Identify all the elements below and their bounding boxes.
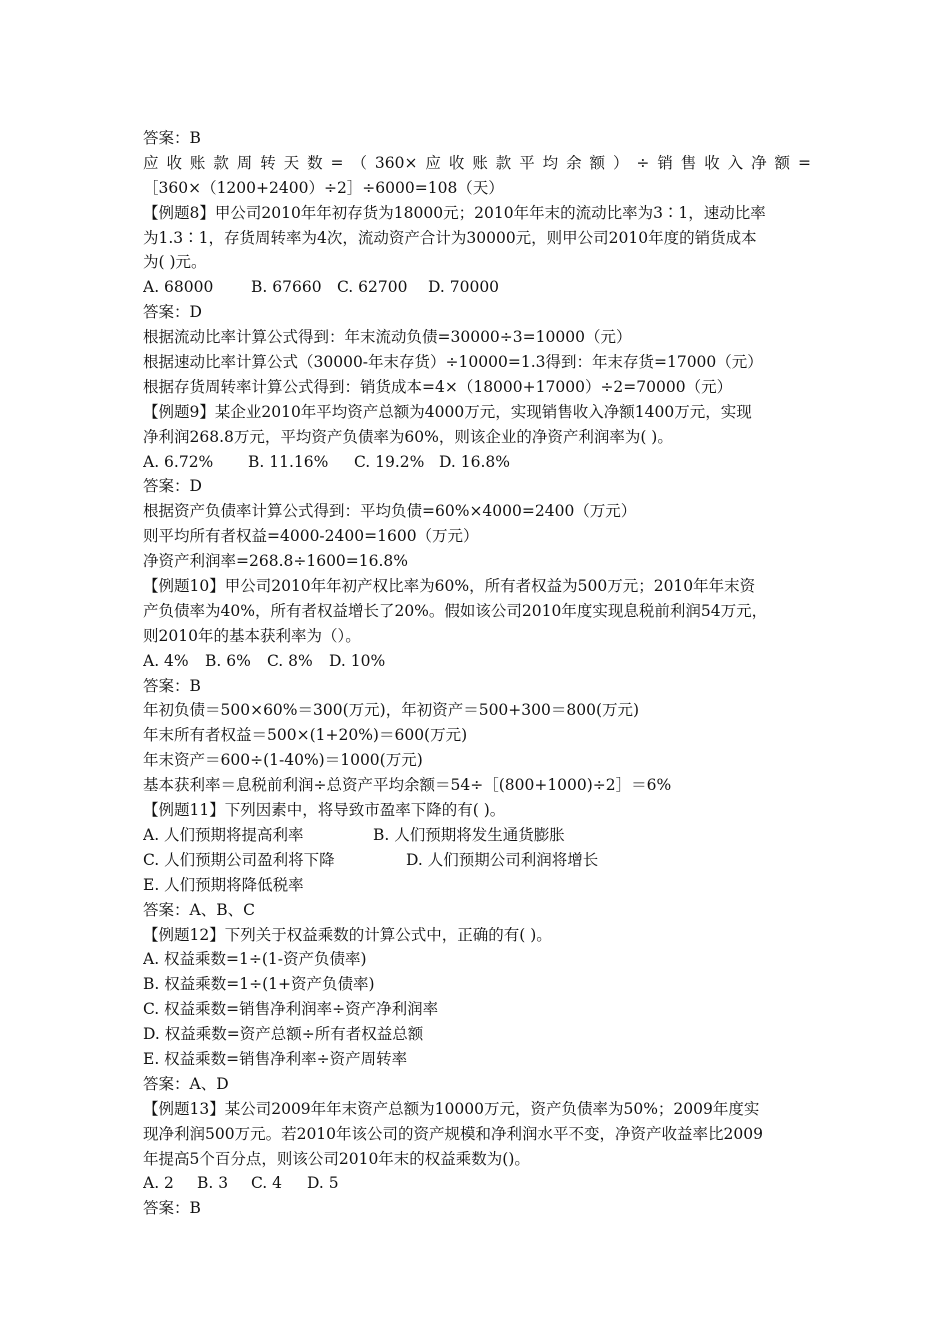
question-10-text: 产负债率为40%，所有者权益增长了20%。假如该公司2010年度实现息税前利润54万元， xyxy=(143,601,768,620)
question-11-options xyxy=(143,848,811,873)
option-e: E. 人们预期将降低税率 xyxy=(143,875,304,894)
option-c: C. 权益乘数=销售净利润率÷资产净利润率 xyxy=(143,1000,439,1019)
option-b: B. 6% xyxy=(205,651,251,670)
option-c: C. 4 xyxy=(251,1174,283,1193)
answer-line: 答案：B xyxy=(143,676,201,695)
explanation-line: 年末资产＝600÷(1-40%)＝1000(万元) xyxy=(143,751,423,770)
explanation-line: 年初负债＝500×60%＝300(万元)，年初资产＝500+300＝800(万元) xyxy=(143,701,640,720)
explanation-line: 则平均所有者权益=4000-2400=1600（万元） xyxy=(143,527,479,546)
question-10-text: 则2010年的基本获利率为（）。 xyxy=(143,626,361,645)
option-d: D. 10% xyxy=(329,651,386,670)
question-8-text: 【例题8】甲公司2010年年初存货为18000元；2010年年末的流动比率为3∶1，速动比率 xyxy=(143,203,766,222)
option-c: C. 8% xyxy=(267,651,313,670)
explanation-line: 根据存货周转率计算公式得到：销货成本=4×（18000+17000）÷2=70000（元） xyxy=(143,377,733,396)
option-b: B. 67660 xyxy=(251,278,322,297)
explanation-line: 基本获利率＝息税前利润÷总资产平均余额＝54÷［(800+1000)÷2］＝6% xyxy=(143,776,672,795)
question-10-options xyxy=(143,649,811,674)
question-13-options xyxy=(143,1171,811,1196)
option-c: C. 62700 xyxy=(337,278,408,297)
option-c: C. 19.2% xyxy=(354,452,425,471)
option-a: A. 人们预期将提高利率 xyxy=(143,825,304,844)
option-a: A. 6.72% xyxy=(143,452,214,471)
answer-line: 答案：B xyxy=(143,1199,201,1218)
option-d: D. 权益乘数=资产总额÷所有者权益总额 xyxy=(143,1025,424,1044)
question-9-options xyxy=(143,450,811,475)
option-a: A. 4% xyxy=(143,651,189,670)
option-d: D. 人们预期公司利润将增长 xyxy=(406,850,599,869)
question-13-text: 现净利润500万元。若2010年该公司的资产规模和净利润水平不变，净资产收益率比2009 xyxy=(143,1124,763,1143)
question-9-text: 【例题9】某企业2010年平均资产总额为4000万元，实现销售收入净额1400万元，实现 xyxy=(143,402,752,421)
question-13-text: 年提高5个百分点，则该公司2010年末的权益乘数为()。 xyxy=(143,1149,530,1168)
question-8-options xyxy=(143,275,811,300)
option-b: B. 权益乘数=1÷(1+资产负债率) xyxy=(143,975,375,994)
question-8-text: 为( )元。 xyxy=(143,253,207,272)
question-8-text: 为1.3∶1，存货周转率为4次，流动资产合计为30000元，则甲公司2010年度的销货成本 xyxy=(143,228,757,247)
option-b: B. 3 xyxy=(197,1174,229,1193)
answer-line: 答案：D xyxy=(143,303,202,322)
question-13-text: 【例题13】某公司2009年年末资产总额为10000万元，资产负债率为50%；2009年度实 xyxy=(143,1099,760,1118)
option-a: A. 2 xyxy=(143,1174,174,1193)
document-body xyxy=(143,126,811,1221)
formula-line: 应收账款周转天数=（360×应收账款平均余额）÷销售收入净额= xyxy=(143,153,811,172)
option-b: B. 人们预期将发生通货膨胀 xyxy=(373,825,565,844)
option-b: B. 11.16% xyxy=(248,452,329,471)
explanation-line: 年末所有者权益＝500×(1+20%)＝600(万元) xyxy=(143,726,468,745)
option-d: D. 5 xyxy=(307,1174,339,1193)
option-d: D. 16.8% xyxy=(439,452,510,471)
answer-line: 答案：A、D xyxy=(143,1074,229,1093)
question-10-text: 【例题10】甲公司2010年年初产权比率为60%，所有者权益为500万元；2010年年末资 xyxy=(143,577,756,596)
explanation-line: 净资产利润率=268.8÷1600=16.8% xyxy=(143,552,409,571)
answer-line: 答案：D xyxy=(143,477,202,496)
explanation-line: 根据流动比率计算公式得到：年末流动负债=30000÷3=10000（元） xyxy=(143,328,632,347)
option-a: A. 权益乘数=1÷(1-资产负债率) xyxy=(143,950,367,969)
answer-line: 答案：B xyxy=(143,129,201,147)
formula-line: ［360×（1200+2400）÷2］÷6000=108（天） xyxy=(143,178,504,197)
option-a: A. 68000 xyxy=(143,278,214,297)
question-11-options xyxy=(143,823,811,848)
question-9-text: 净利润268.8万元，平均资产负债率为60%，则该企业的净资产利润率为( )。 xyxy=(143,427,673,446)
option-d: D. 70000 xyxy=(428,278,500,297)
explanation-line: 根据速动比率计算公式（30000-年末存货）÷10000=1.3得到：年末存货=17000（元） xyxy=(143,353,763,372)
question-11-text: 【例题11】下列因素中，将导致市盈率下降的有( )。 xyxy=(143,801,506,820)
option-c: C. 人们预期公司盈利将下降 xyxy=(143,850,335,869)
question-12-text: 【例题12】下列关于权益乘数的计算公式中，正确的有( )。 xyxy=(143,925,552,944)
option-e: E. 权益乘数=销售净利率÷资产周转率 xyxy=(143,1049,408,1068)
explanation-line: 根据资产负债率计算公式得到：平均负债=60%×4000=2400（万元） xyxy=(143,502,637,521)
answer-line: 答案：A、B、C xyxy=(143,900,255,919)
